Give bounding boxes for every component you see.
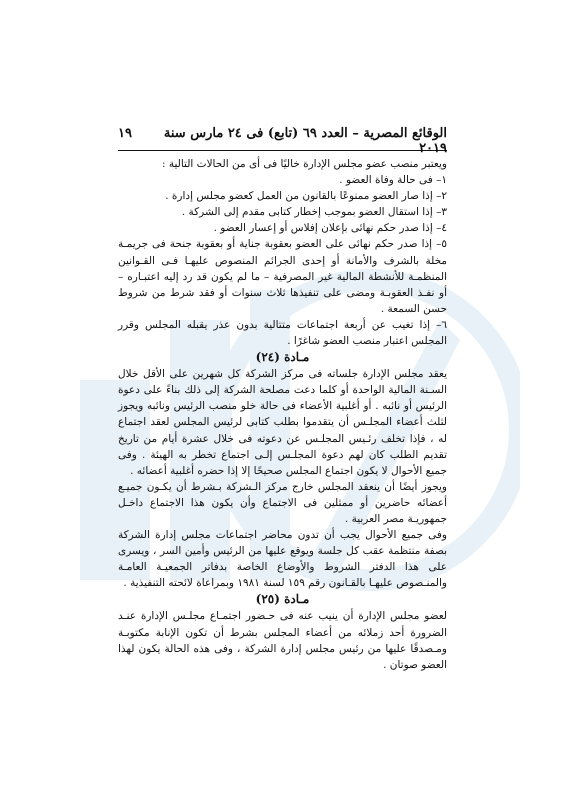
header-rule <box>118 150 447 151</box>
case-2: ٢– إذا صار العضو ممنوعًا بالقانون من العمل كعضو مجلس إدارة . <box>165 190 447 203</box>
case-1: ١– فى حالة وفاة العضو . <box>339 174 447 187</box>
case-5: ٥– إذا صدر حكم نهائى على العضو بعقوبة جناية أو بعقوبة جنحة فى جريمـة مخلة بالشرف والأمانة أو إحدى الجرائم المنصوص عليهـا فـى القـوانين المنظمـة للأنشطة المالية غير المصرفية – ما لم يكون قد رد إليه اعتبـاره – أو نفـذ العقوبـة ومضى على تنفيذها ثلاث سنوات أو فقد شرط من شروط حسن السمعة . <box>118 238 447 315</box>
article-24-paragraph-1: يعقد مجلس الإدارة جلساته فى مركز الشركة كل شهرين على الأقل خلال السـنة المالية الواحدة أو كلما دعت مصلحة الشركة إلى ذلك بناءً على دعوة الرئيس أو نائبه . أو أغلبية الأعضاء فى حالة خلو منصب الرئيس ونائبه ويجوز لثلث أعضاء المجلـس أن يتقدموا بطلب كتابى لرئيس المجلس لعقد اجتماع له ، فإذا تخلف رئـيس المجلـس عن دعوته فى خلال عشرة أيام من تاريخ تقديم الطلب كان لهم دعوة المجلـس إلـى اجتماع تخطر به الهيئة . وفى جميع الأحوال لا يكون اجتماع المجلس صحيحًا إلا إذا حضره أغلبية أعضائه . <box>118 368 447 477</box>
case-3: ٣– إذا استقال العضو بموجب إخطار كتابى مقدم إلى الشركة . <box>181 206 447 219</box>
page-header <box>118 126 447 156</box>
page-number: ١٩ <box>118 126 132 141</box>
document-body <box>118 156 447 673</box>
article-25-title: مـادة (٢٥) <box>255 592 310 607</box>
case-6: ٦– إذا تغيب عن أربعة اجتماعات متتالية بدون عذر يقبله المجلس وقرر المجلس اعتبار منصب العضو شاغرًا . <box>118 318 447 348</box>
case-4: ٤– إذا صدر حكم نهائى بإعلان إفلاس أو إعسار العضو . <box>213 222 447 235</box>
intro-paragraph: ويعتبر منصب عضو مجلس الإدارة خاليًا فى أى من الحالات التالية : <box>161 158 447 170</box>
article-24-paragraph-2: ويجوز أيضًا أن ينعقد المجلس خارج مركز الـشركة بـشرط أن يكـون جميـع أعضائه حاضرين أو ممثلين فى الاجتماع وأن يكون هذا الاجتماع داخـل جمهوريـة مصر العربية . <box>118 480 447 525</box>
article-24-title: مـادة (٢٤) <box>255 350 310 365</box>
running-title: الوقائع المصرية – العدد ٦٩ (تابع) فى ٢٤ مارس سنة ٢٠١٩ <box>163 126 447 156</box>
article-25-paragraph-1: لعضو مجلس الإدارة أن ينيب عنه فى حـضور اجتمـاع مجلـس الإدارة عنـد الضرورة أحد زملائه من أعضاء المجلس بشرط أن تكون الإنابة مكتوبـة ومـصدقًا عليها من رئيس مجلس إدارة الشركة ، وفى هذه الحالة يكون لهذا العضو صوتان . <box>118 610 447 671</box>
article-24-paragraph-3: وفى جميع الأحوال يجب أن تدون محاضر اجتماعات مجلس إدارة الشركة بصفة منتظمة عقب كل جلسة ويوقع عليها من الرئيس وأمين السر ، ويسرى على هذا الدفتر الشروط والأوضاع الخاصة بدفاتر الجمعيـة العامـة والمنـصوص عليهـا بالقـانون رقم ١٥٩ لسنة ١٩٨١ وبمراعاة لائحته التنفيذية . <box>118 529 447 590</box>
